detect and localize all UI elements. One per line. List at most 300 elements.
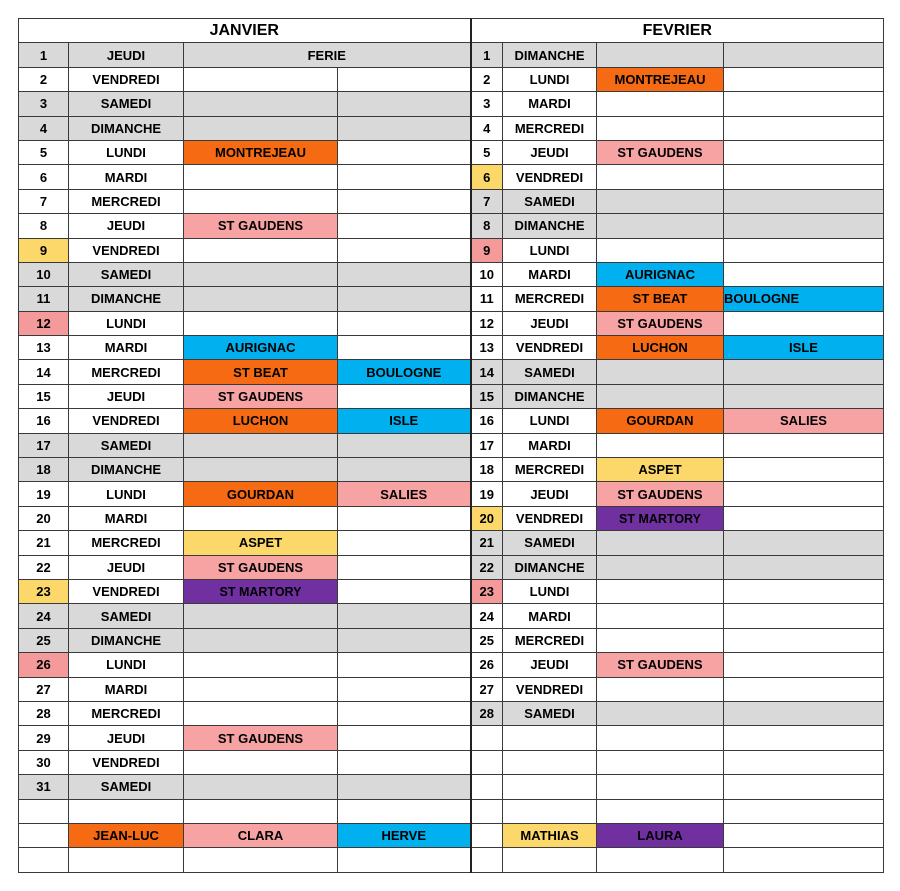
assignment-cell — [724, 67, 884, 91]
day-name: LUNDI — [503, 579, 597, 603]
assignment-cell — [338, 384, 471, 408]
day-name: MERCREDI — [69, 189, 184, 213]
day-number: 12 — [471, 311, 503, 335]
day-number: 4 — [19, 116, 69, 140]
day-number: 19 — [19, 482, 69, 506]
empty-cell — [724, 750, 884, 774]
day-name: LUNDI — [69, 311, 184, 335]
month-title: JANVIER — [19, 19, 471, 43]
assignment-cell — [184, 750, 338, 774]
day-name: MERCREDI — [69, 360, 184, 384]
empty-cell — [503, 750, 597, 774]
table-row — [19, 628, 884, 652]
assignment-cell — [724, 116, 884, 140]
day-number: 20 — [19, 506, 69, 530]
table-row — [19, 287, 884, 311]
day-name: MARDI — [69, 336, 184, 360]
day-name: DIMANCHE — [503, 555, 597, 579]
day-number: 3 — [471, 92, 503, 116]
assignment-cell — [597, 531, 724, 555]
day-number: 2 — [19, 67, 69, 91]
day-name: MERCREDI — [503, 287, 597, 311]
assignment-cell — [597, 701, 724, 725]
assignment-cell: AURIGNAC — [184, 336, 338, 360]
assignment-cell — [184, 775, 338, 799]
table-row — [19, 604, 884, 628]
table-row — [19, 336, 884, 360]
table-row — [19, 384, 884, 408]
assignment-cell — [724, 604, 884, 628]
assignment-cell — [597, 604, 724, 628]
assignment-cell: ST GAUDENS — [184, 384, 338, 408]
assignment-cell — [597, 579, 724, 603]
assignment-cell — [597, 43, 724, 67]
day-number: 30 — [19, 750, 69, 774]
day-name: SAMEDI — [503, 701, 597, 725]
table-row — [19, 482, 884, 506]
legend-item: JEAN-LUC — [69, 823, 184, 847]
assignment-cell — [724, 506, 884, 530]
empty-cell — [724, 799, 884, 823]
day-number: 11 — [471, 287, 503, 311]
day-number: 17 — [471, 433, 503, 457]
day-name: MERCREDI — [69, 701, 184, 725]
day-name: LUNDI — [69, 482, 184, 506]
day-number: 10 — [471, 262, 503, 286]
assignment-cell: LUCHON — [597, 336, 724, 360]
assignment-cell — [724, 701, 884, 725]
table-row — [19, 214, 884, 238]
assignment-cell: BOULOGNE — [724, 287, 884, 311]
assignment-cell — [724, 458, 884, 482]
day-number: 17 — [19, 433, 69, 457]
assignment-cell — [184, 604, 338, 628]
day-number: 6 — [19, 165, 69, 189]
day-name: SAMEDI — [503, 531, 597, 555]
day-name: DIMANCHE — [69, 628, 184, 652]
header-row — [19, 19, 884, 43]
assignment-cell — [597, 116, 724, 140]
day-number: 11 — [19, 287, 69, 311]
day-name: VENDREDI — [69, 750, 184, 774]
table-row — [19, 262, 884, 286]
day-number: 5 — [471, 140, 503, 164]
assignment-cell — [724, 531, 884, 555]
day-name: MARDI — [503, 262, 597, 286]
day-name: VENDREDI — [503, 677, 597, 701]
assignment-cell — [724, 555, 884, 579]
assignment-cell — [338, 433, 471, 457]
day-number: 29 — [19, 726, 69, 750]
month-title: FEVRIER — [471, 19, 884, 43]
legend-item: MATHIAS — [503, 823, 597, 847]
assignment-cell — [724, 482, 884, 506]
assignment-cell — [597, 677, 724, 701]
table-row — [19, 677, 884, 701]
empty-cell — [338, 848, 471, 872]
assignment-cell — [338, 189, 471, 213]
day-name: JEUDI — [503, 482, 597, 506]
empty-cell — [503, 848, 597, 872]
empty-cell — [503, 799, 597, 823]
day-number: 21 — [471, 531, 503, 555]
empty-cell — [471, 726, 503, 750]
empty-cell — [69, 799, 184, 823]
assignment-cell: SALIES — [338, 482, 471, 506]
assignment-cell — [724, 677, 884, 701]
day-name: VENDREDI — [69, 67, 184, 91]
day-number: 18 — [471, 458, 503, 482]
assignment-cell — [724, 628, 884, 652]
assignment-cell: ST GAUDENS — [184, 555, 338, 579]
assignment-cell — [338, 726, 471, 750]
assignment-cell — [724, 140, 884, 164]
day-name: SAMEDI — [69, 775, 184, 799]
assignment-cell — [597, 433, 724, 457]
assignment-cell — [597, 384, 724, 408]
day-number: 22 — [471, 555, 503, 579]
day-number: 1 — [19, 43, 69, 67]
empty-cell — [724, 775, 884, 799]
assignment-cell: ST GAUDENS — [597, 140, 724, 164]
assignment-cell — [338, 287, 471, 311]
empty-cell — [503, 775, 597, 799]
table-row — [19, 555, 884, 579]
day-number: 6 — [471, 165, 503, 189]
assignment-cell — [338, 555, 471, 579]
blank-row — [19, 848, 884, 872]
assignment-cell — [724, 311, 884, 335]
day-name: MERCREDI — [503, 116, 597, 140]
assignment-cell — [338, 506, 471, 530]
day-number: 26 — [471, 653, 503, 677]
table-row — [19, 409, 884, 433]
legend-row — [19, 823, 884, 847]
assignment-cell — [597, 189, 724, 213]
day-number: 20 — [471, 506, 503, 530]
empty-cell — [597, 726, 724, 750]
day-number: 22 — [19, 555, 69, 579]
table-row — [19, 238, 884, 262]
assignment-cell — [724, 238, 884, 262]
assignment-cell — [597, 555, 724, 579]
day-number: 10 — [19, 262, 69, 286]
assignment-cell: ST BEAT — [597, 287, 724, 311]
assignment-cell — [184, 677, 338, 701]
assignment-cell — [338, 775, 471, 799]
table-row — [19, 726, 884, 750]
assignment-cell: GOURDAN — [184, 482, 338, 506]
day-name: MERCREDI — [69, 531, 184, 555]
legend-item: LAURA — [597, 823, 724, 847]
day-name: JEUDI — [503, 311, 597, 335]
day-number: 5 — [19, 140, 69, 164]
day-number: 28 — [19, 701, 69, 725]
assignment-cell: ST GAUDENS — [184, 214, 338, 238]
day-number: 21 — [19, 531, 69, 555]
table-row — [19, 311, 884, 335]
day-number: 31 — [19, 775, 69, 799]
empty-cell — [724, 726, 884, 750]
empty-cell — [19, 848, 69, 872]
table-row — [19, 140, 884, 164]
empty-cell — [338, 799, 471, 823]
assignment-cell: ST BEAT — [184, 360, 338, 384]
assignment-cell: ST GAUDENS — [597, 311, 724, 335]
assignment-cell — [184, 653, 338, 677]
assignment-cell — [724, 165, 884, 189]
day-number: 27 — [19, 677, 69, 701]
day-number: 15 — [471, 384, 503, 408]
assignment-cell — [597, 238, 724, 262]
assignment-cell: ST GAUDENS — [597, 653, 724, 677]
day-name: SAMEDI — [503, 189, 597, 213]
day-number: 1 — [471, 43, 503, 67]
assignment-cell — [724, 43, 884, 67]
assignment-cell — [724, 384, 884, 408]
assignment-cell — [724, 214, 884, 238]
assignment-cell — [338, 165, 471, 189]
day-name: JEUDI — [69, 214, 184, 238]
assignment-cell: ASPET — [184, 531, 338, 555]
day-number: 12 — [19, 311, 69, 335]
assignment-cell — [724, 579, 884, 603]
day-number: 3 — [19, 92, 69, 116]
assignment-cell — [184, 628, 338, 652]
table-row — [19, 701, 884, 725]
assignment-cell — [184, 506, 338, 530]
table-row — [19, 750, 884, 774]
empty-cell — [597, 775, 724, 799]
assignment-cell — [597, 628, 724, 652]
day-name: MERCREDI — [503, 628, 597, 652]
table-row — [19, 67, 884, 91]
empty-cell — [19, 799, 69, 823]
table-row — [19, 653, 884, 677]
empty-cell — [471, 799, 503, 823]
assignment-cell: SALIES — [724, 409, 884, 433]
assignment-cell — [184, 92, 338, 116]
assignment-cell — [724, 653, 884, 677]
empty-cell — [471, 823, 503, 847]
day-number: 2 — [471, 67, 503, 91]
day-number: 24 — [19, 604, 69, 628]
day-number: 14 — [19, 360, 69, 384]
day-number: 19 — [471, 482, 503, 506]
assignment-cell — [724, 433, 884, 457]
day-number: 8 — [19, 214, 69, 238]
table-row — [19, 165, 884, 189]
day-number: 16 — [471, 409, 503, 433]
day-name: LUNDI — [69, 653, 184, 677]
day-name: DIMANCHE — [69, 458, 184, 482]
assignment-cell — [338, 140, 471, 164]
assignment-cell — [184, 189, 338, 213]
day-number: 13 — [471, 336, 503, 360]
day-name: SAMEDI — [69, 92, 184, 116]
table-row — [19, 43, 884, 67]
day-number: 23 — [471, 579, 503, 603]
day-name: MARDI — [69, 165, 184, 189]
empty-cell — [471, 775, 503, 799]
legend-item: CLARA — [184, 823, 338, 847]
assignment-cell — [184, 67, 338, 91]
empty-cell — [597, 750, 724, 774]
day-number: 15 — [19, 384, 69, 408]
assignment-cell: ST MARTORY — [184, 579, 338, 603]
day-name: DIMANCHE — [503, 214, 597, 238]
assignment-cell: ST GAUDENS — [597, 482, 724, 506]
assignment-cell: MONTREJEAU — [184, 140, 338, 164]
assignment-cell: BOULOGNE — [338, 360, 471, 384]
assignment-cell — [338, 531, 471, 555]
day-number: 25 — [19, 628, 69, 652]
empty-cell — [471, 848, 503, 872]
day-name: SAMEDI — [69, 604, 184, 628]
day-name: JEUDI — [503, 140, 597, 164]
day-name: JEUDI — [69, 726, 184, 750]
day-number: 7 — [19, 189, 69, 213]
day-name: JEUDI — [69, 384, 184, 408]
assignment-cell — [184, 433, 338, 457]
day-number: 28 — [471, 701, 503, 725]
assignment-cell — [338, 628, 471, 652]
day-number: 18 — [19, 458, 69, 482]
assignment-cell — [338, 701, 471, 725]
day-name: MARDI — [69, 677, 184, 701]
table-row — [19, 360, 884, 384]
day-name: LUNDI — [503, 238, 597, 262]
blank-row — [19, 799, 884, 823]
day-number: 13 — [19, 336, 69, 360]
assignment-cell — [597, 165, 724, 189]
assignment-cell — [338, 311, 471, 335]
assignment-cell — [597, 360, 724, 384]
assignment-cell — [184, 458, 338, 482]
assignment-cell: ASPET — [597, 458, 724, 482]
day-name: MARDI — [503, 92, 597, 116]
assignment-cell — [338, 67, 471, 91]
assignment-cell — [597, 92, 724, 116]
day-number: 25 — [471, 628, 503, 652]
table-row — [19, 92, 884, 116]
assignment-cell — [338, 92, 471, 116]
day-name: VENDREDI — [503, 336, 597, 360]
assignment-cell — [338, 604, 471, 628]
table-row — [19, 531, 884, 555]
assignment-cell — [724, 189, 884, 213]
empty-cell — [471, 750, 503, 774]
table-row — [19, 433, 884, 457]
table-row — [19, 189, 884, 213]
assignment-cell — [724, 92, 884, 116]
day-number: 8 — [471, 214, 503, 238]
day-number: 24 — [471, 604, 503, 628]
day-name: MARDI — [503, 433, 597, 457]
empty-cell — [503, 726, 597, 750]
assignment-cell: ST GAUDENS — [184, 726, 338, 750]
assignment-cell — [338, 458, 471, 482]
assignment-cell — [338, 677, 471, 701]
table-row — [19, 116, 884, 140]
schedule-table — [18, 18, 884, 873]
day-number: 16 — [19, 409, 69, 433]
day-name: DIMANCHE — [503, 43, 597, 67]
day-name: JEUDI — [69, 43, 184, 67]
empty-cell — [69, 848, 184, 872]
legend-item: HERVE — [338, 823, 471, 847]
empty-cell — [184, 848, 338, 872]
table-row — [19, 775, 884, 799]
empty-cell — [597, 799, 724, 823]
assignment-cell — [338, 262, 471, 286]
assignment-cell — [724, 360, 884, 384]
table-row — [19, 458, 884, 482]
day-number: 27 — [471, 677, 503, 701]
day-name: JEUDI — [69, 555, 184, 579]
day-name: SAMEDI — [69, 433, 184, 457]
assignment-cell — [338, 336, 471, 360]
day-name: DIMANCHE — [69, 287, 184, 311]
assignment-cell — [184, 701, 338, 725]
day-number: 23 — [19, 579, 69, 603]
holiday-label: FERIE — [184, 43, 471, 67]
day-number: 9 — [471, 238, 503, 262]
day-name: VENDREDI — [503, 165, 597, 189]
assignment-cell — [184, 238, 338, 262]
day-name: MERCREDI — [503, 458, 597, 482]
day-name: SAMEDI — [503, 360, 597, 384]
table-row — [19, 506, 884, 530]
assignment-cell — [338, 750, 471, 774]
assignment-cell — [338, 579, 471, 603]
assignment-cell: ST MARTORY — [597, 506, 724, 530]
assignment-cell: ISLE — [724, 336, 884, 360]
assignment-cell — [184, 287, 338, 311]
day-name: VENDREDI — [69, 238, 184, 262]
assignment-cell — [338, 238, 471, 262]
assignment-cell: AURIGNAC — [597, 262, 724, 286]
day-name: LUNDI — [69, 140, 184, 164]
day-number: 7 — [471, 189, 503, 213]
assignment-cell: GOURDAN — [597, 409, 724, 433]
day-number: 9 — [19, 238, 69, 262]
day-number: 14 — [471, 360, 503, 384]
day-name: LUNDI — [503, 409, 597, 433]
day-name: DIMANCHE — [503, 384, 597, 408]
empty-cell — [184, 799, 338, 823]
day-name: MARDI — [69, 506, 184, 530]
assignment-cell — [338, 214, 471, 238]
assignment-cell: MONTREJEAU — [597, 67, 724, 91]
empty-cell — [597, 848, 724, 872]
day-number: 26 — [19, 653, 69, 677]
day-name: MARDI — [503, 604, 597, 628]
assignment-cell: ISLE — [338, 409, 471, 433]
day-name: JEUDI — [503, 653, 597, 677]
assignment-cell — [338, 653, 471, 677]
assignment-cell — [184, 116, 338, 140]
assignment-cell — [184, 165, 338, 189]
assignment-cell — [724, 262, 884, 286]
day-name: SAMEDI — [69, 262, 184, 286]
table-row — [19, 579, 884, 603]
day-name: DIMANCHE — [69, 116, 184, 140]
assignment-cell: LUCHON — [184, 409, 338, 433]
empty-cell — [19, 823, 69, 847]
assignment-cell — [597, 214, 724, 238]
assignment-cell — [338, 116, 471, 140]
